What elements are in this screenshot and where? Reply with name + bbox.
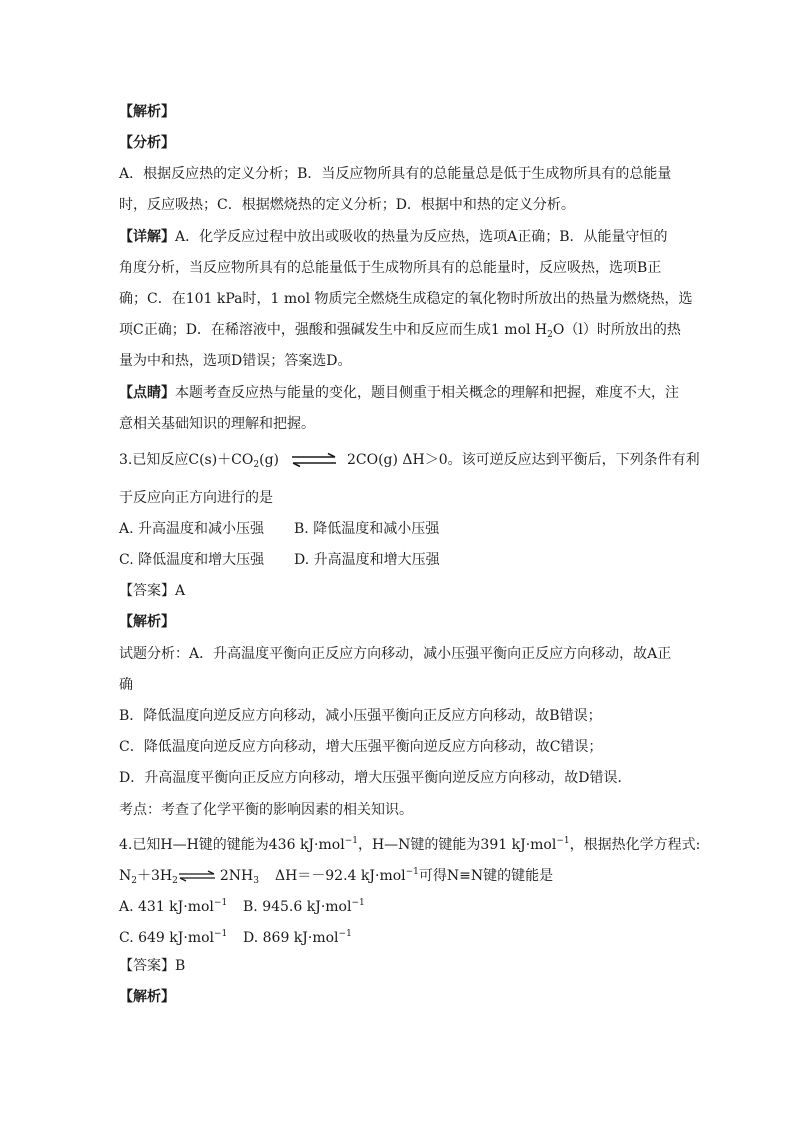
q4-stem-text: 4.已知H—H键的键能为436 kJ·mol bbox=[119, 837, 345, 853]
q3-stem-text: (g) bbox=[259, 452, 279, 468]
q4-analysis-heading: 【解析】 bbox=[119, 989, 175, 1005]
option-b bbox=[243, 899, 365, 915]
q4-eq-text: 2NH bbox=[219, 868, 254, 884]
superscript: −1 bbox=[344, 836, 358, 846]
fenxi-heading: 【分析】 bbox=[119, 135, 175, 151]
detail-heading: 【详解】 bbox=[119, 229, 175, 245]
q4-eq-text: ＋3H bbox=[136, 868, 173, 884]
detail-line bbox=[119, 227, 679, 247]
detail-line: 角度分析，当反应物所具有的总能量低于生成物所具有的总能量时，反应吸热，选项B正 bbox=[119, 260, 662, 276]
detail-line bbox=[119, 320, 679, 345]
detail-text: O（l）时所放出的热 bbox=[552, 322, 681, 338]
option-text: A. 431 kJ·mol bbox=[119, 899, 214, 915]
superscript: −1 bbox=[556, 836, 570, 846]
comment-text: 本题考查反应热与能量的变化，题目侧重于相关概念的理解和把握，难度不大，注 bbox=[175, 385, 679, 401]
q4-options-row bbox=[119, 924, 679, 948]
q3-stem-text: 2CO(g) ΔH＞0。该可逆反应达到平衡后，下列条件有利 bbox=[347, 452, 700, 468]
subscript: 2 bbox=[253, 460, 260, 470]
q4-eq-text: N bbox=[119, 868, 132, 884]
q3-analysis-line: 试题分析：A．升高温度平衡向正反应方向移动，减小压强平衡向正反应方向移动，故A正 bbox=[119, 646, 672, 662]
q3-options-row bbox=[119, 519, 679, 539]
option-a bbox=[119, 893, 243, 917]
option-text: B. 945.6 kJ·mol bbox=[243, 899, 352, 915]
q3-analysis-line: C．降低温度向逆反应方向移动，增大压强平衡向逆反应方向移动，故C错误； bbox=[119, 739, 603, 755]
q4-answer: 【答案】B bbox=[119, 958, 186, 974]
subscript: 2 bbox=[547, 330, 553, 340]
fenxi-line: 时，反应吸热；C．根据燃烧热的定义分析；D．根据中和热的定义分析。 bbox=[119, 197, 575, 213]
q4-stem bbox=[119, 831, 701, 855]
q3-analysis-line: 考点：考查了化学平衡的影响因素的相关知识。 bbox=[119, 802, 413, 818]
q3-answer: 【答案】A bbox=[119, 583, 186, 599]
comment-line: 意相关基础知识的理解和把握。 bbox=[119, 416, 315, 432]
fenxi-line: A．根据反应热的定义分析；B．当反应物所具有的总能量总是低于生成物所具有的总能量 bbox=[119, 166, 672, 182]
q4-equation bbox=[119, 862, 679, 891]
equilibrium-arrow-icon bbox=[291, 453, 337, 467]
q3-stem-line2: 于反应向正方向进行的是 bbox=[119, 490, 273, 506]
detail-line: 量为中和热，选项D错误；答案选D。 bbox=[119, 353, 352, 369]
comment-heading: 【点睛】 bbox=[119, 385, 175, 401]
detail-text: 项C正确；D．在稀溶液中，强酸和强碱发生中和反应而生成1 mol H bbox=[119, 322, 548, 338]
option-text: D. 869 kJ·mol bbox=[243, 930, 339, 946]
option-d bbox=[243, 930, 352, 946]
q3-analysis-line: 确 bbox=[119, 677, 133, 693]
subscript: 2 bbox=[172, 876, 178, 886]
comment-line bbox=[119, 383, 679, 403]
analysis-heading: 【解析】 bbox=[119, 104, 175, 120]
equilibrium-arrow-icon bbox=[178, 870, 216, 882]
option-b: B. 降低温度和减小压强 bbox=[294, 521, 440, 537]
q3-analysis-line: D．升高温度平衡向正反应方向移动，增大压强平衡向逆反应方向移动，故D错误． bbox=[119, 770, 632, 786]
option-c: C. 降低温度和增大压强 bbox=[119, 552, 265, 568]
q3-analysis-heading: 【解析】 bbox=[119, 614, 175, 630]
detail-text: A．化学反应过程中放出或吸收的热量为反应热，选项A正确；B．从能量守恒的 bbox=[175, 229, 668, 245]
superscript: −1 bbox=[214, 929, 228, 939]
option-d: D. 升高温度和增大压强 bbox=[294, 552, 440, 568]
option-a: A. 升高温度和减小压强 bbox=[119, 521, 265, 537]
detail-line: 确；C．在101 kPa时，1 mol 物质完全燃烧生成稳定的氧化物时所放出的热量为燃烧热，选 bbox=[119, 291, 693, 307]
superscript: −1 bbox=[405, 867, 419, 877]
q3-stem bbox=[119, 450, 700, 475]
subscript: 2 bbox=[131, 876, 137, 886]
q3-analysis-line: B．降低温度向逆反应方向移动，减小压强平衡向正反应方向移动，故B错误； bbox=[119, 708, 602, 724]
q3-stem-text: 3.已知反应C(s)＋CO bbox=[119, 452, 254, 468]
q4-stem-text: ，H—N键的键能为391 kJ·mol bbox=[357, 837, 557, 853]
q4-stem-text: ，根据热化学方程式: bbox=[569, 837, 701, 853]
q4-eq-text: 可得N≡N键的键能是 bbox=[418, 868, 554, 884]
q3-options-row bbox=[119, 550, 679, 570]
superscript: −1 bbox=[213, 898, 228, 908]
superscript: −1 bbox=[338, 929, 352, 939]
q4-options-row bbox=[119, 893, 679, 917]
option-text: C. 649 kJ·mol bbox=[119, 930, 215, 946]
option-c bbox=[119, 924, 243, 948]
subscript: 3 bbox=[253, 876, 259, 886]
q4-eq-text: ΔH＝－92.4 kJ·mol bbox=[274, 868, 406, 884]
superscript: −1 bbox=[351, 898, 365, 908]
